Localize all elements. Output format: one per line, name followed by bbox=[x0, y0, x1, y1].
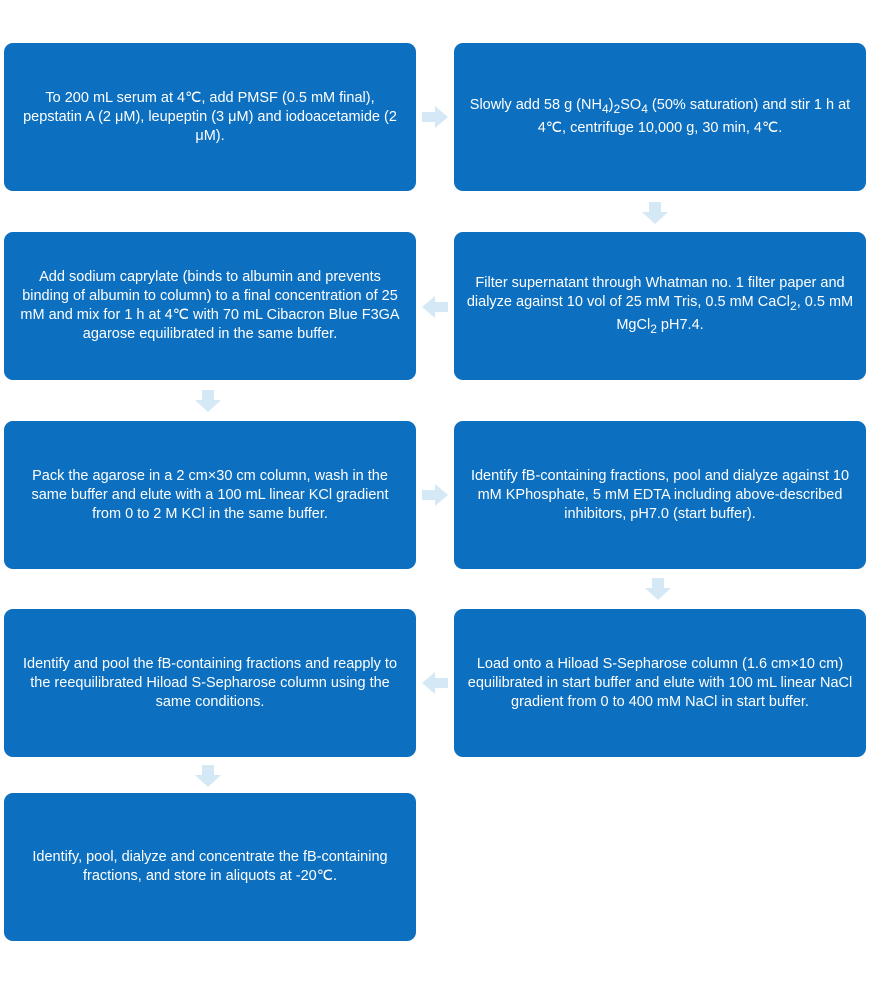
arrow-down-icon bbox=[195, 765, 221, 787]
step-3-box bbox=[454, 232, 866, 380]
step-9-box bbox=[4, 793, 416, 941]
step-3-text: Filter supernatant through Whatman no. 1 filter paper and dialyze against 10 vol of 25 mM Tris, 0.5 mM CaCl$_2$, 0.5 mM MgCl$_2$ pH7.4. bbox=[466, 274, 854, 336]
step-6-box bbox=[454, 421, 866, 569]
step-8-text: Identify and pool the fB-containing fractions and reapply to the reequilibrated Hiload S-Sepharose column using the same conditions. bbox=[22, 655, 398, 710]
step-7-text: Load onto a Hiload S-Sepharose column (1.6 cm×10 cm) equilibrated in start buffer and elute with 100 mL linear NaCl gradient from 0 to 400 mM NaCl in start buffer. bbox=[467, 655, 853, 710]
arrow-left-icon bbox=[422, 672, 448, 694]
arrow-right-icon bbox=[422, 106, 448, 128]
arrow-down-icon bbox=[645, 578, 671, 600]
step-2-box bbox=[454, 43, 866, 191]
arrow-right-icon bbox=[422, 484, 448, 506]
step-6-text: Identify fB-containing fractions, pool and dialyze against 10 mM KPhosphate, 5 mM EDTA including above-described inhibitors, pH7.0 (start buffer). bbox=[470, 467, 850, 522]
arrow-left-icon bbox=[422, 296, 448, 318]
arrow-down-icon bbox=[642, 202, 668, 224]
step-1-text: To 200 mL serum at 4℃, add PMSF (0.5 mM final), pepstatin A (2 μM), leupeptin (3 μM) and iodoacetamide (2 μM). bbox=[23, 89, 397, 144]
arrow-down-icon bbox=[195, 390, 221, 412]
step-5-box bbox=[4, 421, 416, 569]
step-4-text: Add sodium caprylate (binds to albumin and prevents binding of albumin to column) to a final concentration of 25 mM and mix for 1 h at 4℃ with 70 mL Cibacron Blue F3GA agarose equilibrated in the same buffer. bbox=[20, 269, 400, 342]
step-1-box bbox=[4, 43, 416, 191]
step-9-text: Identify, pool, dialyze and concentrate the fB-containing fractions, and store in aliquots at -20℃. bbox=[32, 849, 388, 884]
step-5-text: Pack the agarose in a 2 cm×30 cm column, wash in the same buffer and elute with a 100 mL linear KCl gradient from 0 to 2 M KCl in the same buffer. bbox=[31, 467, 389, 522]
step-4-box bbox=[4, 232, 416, 380]
step-8-box bbox=[4, 609, 416, 757]
step-2-text: Slowly add 58 g $(NH_4)_2SO_4$ (50% saturation) and stir 1 h at 4℃, centrifuge 10,000 g, 30 min, 4℃. bbox=[469, 97, 851, 136]
step-7-box bbox=[454, 609, 866, 757]
